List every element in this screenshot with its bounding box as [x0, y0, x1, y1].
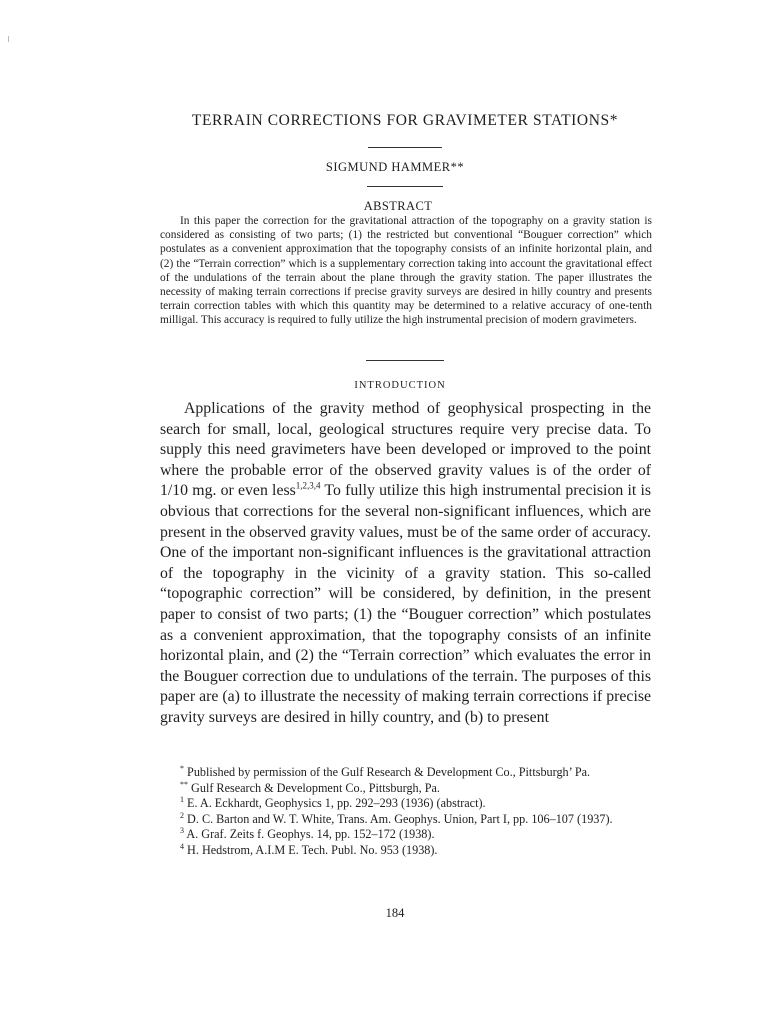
section-heading-introduction: INTRODUCTION	[354, 380, 446, 391]
footnote-text: H. Hedstrom, A.I.M E. Tech. Publ. No. 953 (1938).	[184, 842, 438, 857]
footnote	[160, 812, 652, 828]
footnote-mark: **	[180, 779, 188, 789]
footnote	[160, 796, 652, 812]
footnote-text: A. Graf. Zeits f. Geophys. 14, pp. 152–172 (1938).	[184, 827, 435, 842]
intro-reference-marks: 1,2,3,4	[295, 481, 321, 492]
footnote	[160, 843, 652, 859]
paper-title: TERRAIN CORRECTIONS FOR GRAVIMETER STATIONS*	[191, 112, 619, 129]
scan-mark	[8, 36, 9, 42]
footnote-text: E. A. Eckhardt, Geophysics 1, pp. 292–293 (1936) (abstract).	[184, 796, 486, 811]
introduction-paragraph	[160, 399, 651, 729]
footnote-text: Gulf Research & Development Co., Pittsburgh, Pa.	[188, 780, 440, 795]
footnote-text: Published by permission of the Gulf Research & Development Co., Pittsburgh’ Pa.	[184, 765, 591, 779]
footnote-mark: 2	[180, 810, 184, 820]
footnote-mark: 4	[180, 841, 184, 851]
author-divider	[367, 186, 443, 187]
footnote	[160, 765, 652, 781]
footnote	[160, 827, 652, 843]
intro-text-part2: To fully utilize this high instrumental precision it is obvious that corrections for the several non-significant influences, which are present in the observed gravity values, must be of the same order of accuracy. One of the important non-significant influences is the gravitational attraction of the topography in the vicinity of a gravity station. This so-called “topographic correction” will be considered, by definition, in the present paper to consist of two parts; (1) the “Bouguer correction” which postulates as a convenient approximation, that the topography consists of an infinite horizontal plain, and (2) the “Terrain correction” which evaluates the error in the Bouguer correction due to undulations of the terrain. The purposes of this paper are (a) to illustrate the necessity of making terrain corrections if precise gravity surveys are desired in hilly country, and (b) to present	[160, 482, 651, 726]
intro-text-part1: Applications of the gravity method of geophysical prospecting in the search for small, local, geological structures require very precise data. To supply this need gravimeters have been developed or improved to the point where the probable error of the observed gravity values is of the order of 1/10 mg. or even less	[160, 400, 651, 500]
footnote	[160, 781, 652, 797]
footnote-mark: 1	[180, 795, 184, 805]
footnote-text: D. C. Barton and W. T. White, Trans. Am. Geophys. Union, Part I, pp. 106–107 (1937).	[184, 811, 613, 826]
title-divider	[368, 147, 442, 148]
abstract-text: In this paper the correction for the gravitational attraction of the topography on a gravity station is considered as consisting of two parts; (1) the restricted but conventional “Bouguer correction” which postulates as a convenient approximation that the topography consists of an infinite horizontal plain, and (2) the “Terrain correction” which is a supplementary correction taking into account the gravitational effect of the undulations of the terrain about the plane through the gravity station. The paper illustrates the necessity of making terrain corrections if precise gravity surveys are desired in hilly country and presents terrain correction tables with which this quantity may be determined to a relative accuracy of one-tenth milligal. This accuracy is required to fully utilize the high instrumental precision of modern gravimeters.	[160, 215, 652, 327]
footnote-mark: 3	[180, 826, 184, 836]
abstract-divider	[366, 360, 444, 361]
page-number: 184	[385, 906, 405, 920]
abstract-heading: ABSTRACT	[363, 199, 433, 213]
footnotes	[160, 765, 652, 859]
footnote-mark: *	[180, 763, 184, 773]
author-name: SIGMUND HAMMER**	[325, 160, 465, 174]
